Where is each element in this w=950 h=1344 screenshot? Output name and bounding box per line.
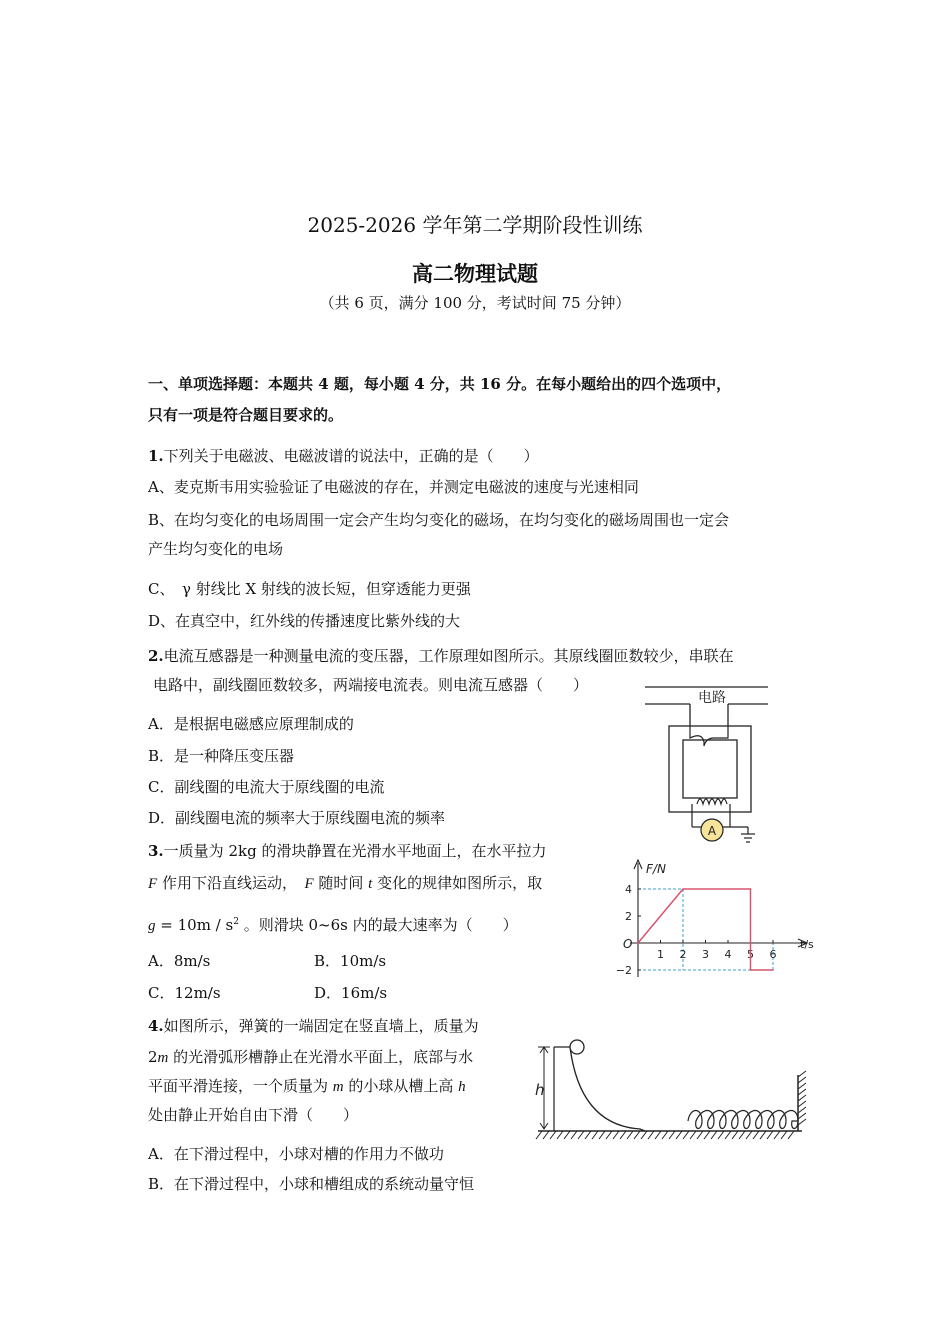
hatch-mark <box>613 1131 619 1139</box>
q4-var-m: m <box>157 1050 169 1066</box>
hatch-mark <box>627 1131 633 1139</box>
current-transformer-figure <box>640 680 780 850</box>
origin-label: O <box>623 937 633 951</box>
hatch-mark <box>550 1131 556 1139</box>
hatch-mark <box>798 1107 806 1113</box>
spring <box>688 1111 798 1129</box>
exam-title: 2025-2026 学年第二学期阶段性训练 <box>307 213 643 237</box>
q3-var-g: g <box>148 918 156 934</box>
hatch-mark <box>767 1131 773 1139</box>
hatch-mark <box>746 1131 752 1139</box>
x-tick-label: 1 <box>657 948 664 961</box>
q4-stem-text1: 如图所示，弹簧的一端固定在竖直墙上，质量为 <box>163 1017 479 1035</box>
q1-number: 1. <box>148 447 164 465</box>
hatch-mark <box>655 1131 661 1139</box>
hatch-mark <box>599 1131 605 1139</box>
ball-icon <box>570 1040 584 1054</box>
q3-stem-text2d: 随时间 <box>313 874 369 892</box>
q2-stem-line2: 电路中，副线圈匝数较多，两端接电流表。则电流互感器（ ） <box>153 676 589 694</box>
q3-option-c: C．12m/s <box>148 984 221 1002</box>
data-point <box>750 969 752 971</box>
q3-option-a: A．8m/s <box>148 952 211 970</box>
hatch-mark <box>571 1131 577 1139</box>
q3-stem-text3d: 。则滑块 0~6s 内的最大速率为（ ） <box>238 916 518 934</box>
hatch-mark <box>536 1131 542 1139</box>
q3-stem-line2 <box>148 872 542 893</box>
q2-number: 2. <box>148 647 164 665</box>
exam-info: （共 6 页，满分 100 分，考试时间 75 分钟） <box>319 294 631 312</box>
hatch-mark <box>725 1131 731 1139</box>
hatch-mark <box>798 1077 806 1083</box>
hatch-mark <box>732 1131 738 1139</box>
q2-stem-text1: 电流互感器是一种测量电流的变压器，工作原理如图所示。其原线圈匝数较少，串联在 <box>163 647 734 665</box>
hatch-mark <box>798 1113 806 1119</box>
hatch-mark <box>704 1131 710 1139</box>
hatch-mark <box>676 1131 682 1139</box>
slide-spring-figure <box>530 1035 820 1145</box>
q3-stem-text2f: 变化的规律如图所示，取 <box>372 874 543 892</box>
height-label: h <box>535 1081 545 1099</box>
y-axis-label: F/N <box>646 862 666 876</box>
q1-option-a: A、麦克斯韦用实验验证了电磁波的存在，并测定电磁波的速度与光速相同 <box>148 478 639 496</box>
q1-stem <box>148 445 539 466</box>
hatch-mark <box>620 1131 626 1139</box>
hatch-mark <box>774 1131 780 1139</box>
q4-stem-line3 <box>148 1075 466 1096</box>
q3-stem-line3 <box>148 914 518 935</box>
q4-stem-line4: 处由静止开始自由下滑（ ） <box>148 1106 359 1124</box>
q3-var-f2: F <box>304 876 314 892</box>
x-tick-label: 5 <box>747 948 754 961</box>
hatch-mark <box>798 1119 806 1125</box>
hatch-mark <box>798 1101 806 1107</box>
hatch-mark <box>798 1071 806 1077</box>
q3-stem-text3b: = 10m / s <box>155 916 234 934</box>
q4-stem-text2c: 的光滑弧形槽静止在光滑水平面上，底部与水 <box>168 1048 474 1066</box>
hatch-mark <box>669 1131 675 1139</box>
x-tick-label: 3 <box>702 948 709 961</box>
section-heading-line1: 一、单项选择题：本题共 4 题，每小题 4 分，共 16 分。在每小题给出的四个选项中， <box>148 375 732 393</box>
circuit-label: 电路 <box>698 690 726 706</box>
hatch-mark <box>739 1131 745 1139</box>
data-point <box>772 969 774 971</box>
q4-option-a: A．在下滑过程中，小球对槽的作用力不做功 <box>148 1145 444 1163</box>
y-tick-label: −2 <box>615 964 632 977</box>
q1-option-b-line2: 产生均匀变化的电场 <box>148 540 284 558</box>
q4-var-m2: m <box>332 1079 344 1095</box>
q3-var-t: t <box>368 876 373 892</box>
y-tick-label: 2 <box>625 910 632 923</box>
hatch-mark <box>543 1131 549 1139</box>
ground-hatch <box>536 1131 794 1139</box>
q3-stem-line1 <box>148 840 546 861</box>
hatch-mark <box>578 1131 584 1139</box>
hatch-mark <box>648 1131 654 1139</box>
hatch-mark <box>557 1131 563 1139</box>
q4-stem-line1 <box>148 1015 479 1036</box>
q3-stem-text1: 一质量为 2kg 的滑块静置在光滑水平地面上，在水平拉力 <box>163 842 547 860</box>
q1-option-c: C、 γ 射线比 X 射线的波长短，但穿透能力更强 <box>148 580 471 598</box>
q4-stem-text3c: 的小球从槽上高 <box>343 1077 459 1095</box>
x-tick-label: 4 <box>724 948 732 961</box>
q2-option-c: C．副线圈的电流大于原线圈的电流 <box>148 778 385 796</box>
hatch-mark <box>641 1131 647 1139</box>
hatch-mark <box>683 1131 689 1139</box>
chart-ticks <box>616 883 777 977</box>
hatch-mark <box>711 1131 717 1139</box>
spring-coil <box>688 1111 798 1129</box>
q4-number: 4. <box>148 1017 164 1035</box>
force-time-chart <box>610 855 820 985</box>
q3-number: 3. <box>148 842 164 860</box>
q3-stem-text2b: 作用下沿直线运动， <box>157 874 305 892</box>
x-tick-label: 2 <box>679 948 687 961</box>
x-tick-label: 6 <box>769 948 777 961</box>
q3-exponent: 2 <box>233 917 239 927</box>
hatch-mark <box>585 1131 591 1139</box>
q4-coef: 2 <box>148 1048 158 1066</box>
hatch-mark <box>781 1131 787 1139</box>
hatch-mark <box>662 1131 668 1139</box>
hatch-mark <box>798 1083 806 1089</box>
subject-title: 高二物理试题 <box>412 261 538 286</box>
q4-stem-line2 <box>148 1046 473 1067</box>
data-point <box>682 888 684 890</box>
hatch-mark <box>760 1131 766 1139</box>
ammeter-label: A <box>707 824 717 838</box>
hatch-mark <box>606 1131 612 1139</box>
q1-option-d: D、在真空中，红外线的传播速度比紫外线的大 <box>148 612 461 630</box>
hatch-mark <box>798 1095 806 1101</box>
hatch-mark <box>690 1131 696 1139</box>
q2-stem-line1 <box>148 645 734 666</box>
hatch-mark <box>798 1089 806 1095</box>
y-tick-label: 4 <box>625 883 632 896</box>
section-heading-line2: 只有一项是符合题目要求的。 <box>148 406 344 424</box>
q1-option-b-line1: B、在均匀变化的电场周围一定会产生均匀变化的磁场，在均匀变化的磁场周围也一定会 <box>148 511 730 529</box>
q4-var-h: h <box>458 1079 466 1095</box>
x-axis-label: t/s <box>800 938 814 951</box>
hatch-mark <box>564 1131 570 1139</box>
hatch-mark <box>718 1131 724 1139</box>
wall-hatch <box>798 1071 806 1125</box>
q2-option-d: D．副线圈电流的频率大于原线圈电流的频率 <box>148 809 446 827</box>
q2-option-a: A．是根据电磁感应原理制成的 <box>148 715 354 733</box>
hatch-mark <box>592 1131 598 1139</box>
q4-stem-text3a: 平面平滑连接，一个质量为 <box>148 1077 333 1095</box>
hatch-mark <box>634 1131 640 1139</box>
data-point <box>637 942 639 944</box>
q4-option-b: B．在下滑过程中，小球和槽组成的系统动量守恒 <box>148 1175 475 1193</box>
q3-option-b: B．10m/s <box>314 952 387 970</box>
q3-var-f: F <box>148 876 158 892</box>
hatch-mark <box>753 1131 759 1139</box>
data-point <box>750 888 752 890</box>
q3-option-d: D．16m/s <box>314 984 388 1002</box>
hatch-mark <box>788 1131 794 1139</box>
hatch-mark <box>697 1131 703 1139</box>
q1-stem-text: 下列关于电磁波、电磁波谱的说法中，正确的是（ ） <box>163 447 539 465</box>
q2-option-b: B．是一种降压变压器 <box>148 747 295 765</box>
slide-arc <box>554 1047 645 1131</box>
